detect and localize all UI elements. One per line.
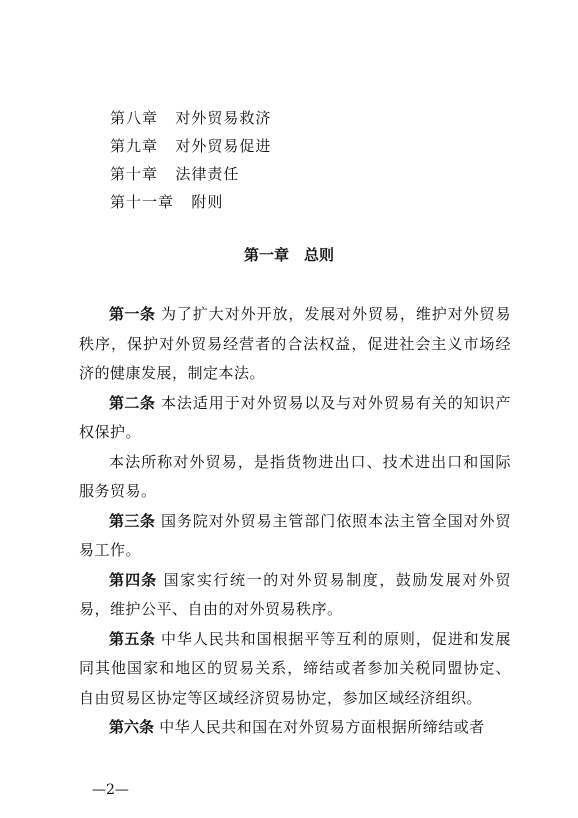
toc-chapter: 第十章 (110, 165, 159, 183)
toc-line (110, 188, 271, 216)
article-text: 为了扩大对外开放，发展对外贸易，维护对外贸易秩序，保护对外贸易经营者的合法权益，促进社会主义市场经济的健康发展，制定本法。 (79, 305, 511, 382)
article-paragraph (79, 300, 511, 389)
article-text: 国家实行统一的对外贸易制度，鼓励发展对外贸易，维护公平、自由的对外贸易秩序。 (79, 570, 511, 618)
table-of-contents (110, 104, 271, 216)
article-text: 本法所称对外贸易，是指货物进出口、技术进出口和国际服务贸易。 (79, 452, 511, 500)
toc-chapter: 第十一章 (110, 193, 175, 211)
article-paragraph (79, 507, 511, 566)
toc-chapter: 第八章 (110, 109, 159, 127)
toc-line (110, 160, 271, 188)
article-label: 第六条 (109, 718, 155, 736)
article-label: 第四条 (109, 570, 158, 589)
toc-line (110, 132, 271, 160)
page-number: —2— (92, 782, 129, 798)
toc-title: 对外贸易促进 (175, 137, 272, 155)
article-label: 第一条 (109, 305, 156, 323)
article-paragraph (79, 389, 511, 448)
article-text: 国务院对外贸易主管部门依照本法主管全国对外贸易工作。 (79, 511, 511, 559)
article-label: 第五条 (109, 629, 156, 648)
body-text (79, 300, 511, 743)
chapter-heading: 第一章 总则 (243, 246, 334, 264)
article-text: 中华人民共和国在对外贸易方面根据所缔结或者 (159, 718, 485, 736)
article-paragraph (79, 566, 511, 625)
article-paragraph (79, 448, 511, 507)
toc-line (110, 104, 271, 132)
toc-title: 对外贸易救济 (175, 109, 272, 127)
article-label: 第二条 (109, 393, 156, 412)
toc-title: 附则 (191, 193, 224, 211)
article-text: 本法适用于对外贸易以及与对外贸易有关的知识产权保护。 (79, 393, 511, 441)
article-paragraph (79, 625, 511, 714)
article-label: 第三条 (109, 511, 156, 530)
toc-chapter: 第九章 (110, 137, 159, 155)
article-text: 中华人民共和国根据平等互利的原则，促进和发展同其他国家和地区的贸易关系，缔结或者参加关税同盟协定、自由贸易区协定等区域经济贸易协定，参加区域经济组织。 (79, 629, 511, 707)
article-paragraph (79, 713, 511, 743)
toc-title: 法律责任 (175, 165, 240, 183)
